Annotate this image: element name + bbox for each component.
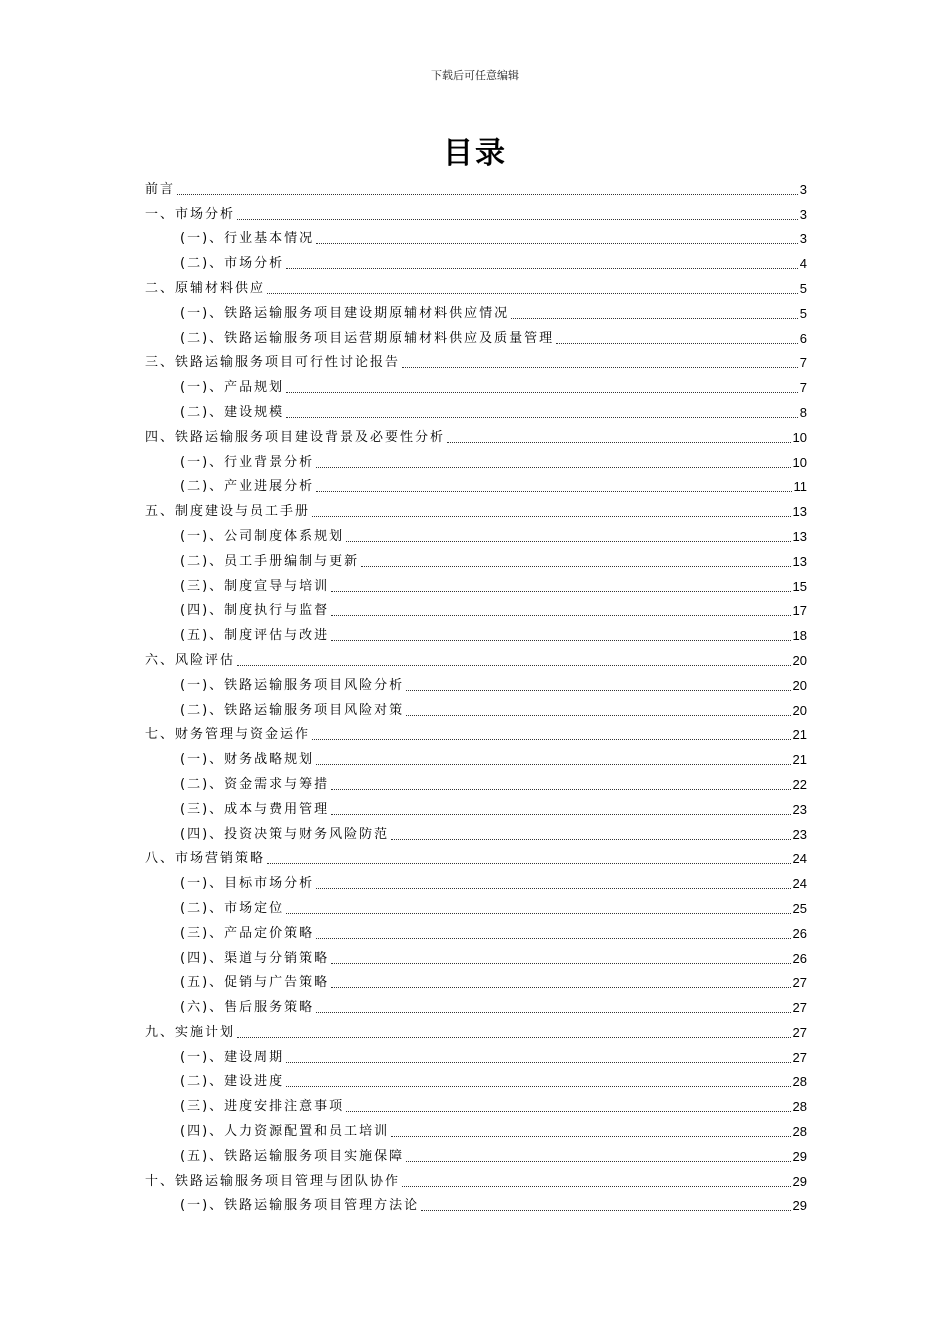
dot-leader [316, 888, 790, 889]
toc-entry[interactable] [145, 249, 807, 274]
toc-entry[interactable] [145, 324, 807, 349]
toc-entry[interactable] [145, 845, 807, 870]
toc-entry-text: 三、铁路运输服务项目可行性讨论报告 [145, 355, 401, 371]
dot-leader [286, 417, 798, 418]
toc-entry-text: 七、财务管理与资金运作 [145, 727, 311, 743]
dot-leader [421, 1210, 790, 1211]
toc-entry-page-number: 13 [792, 528, 807, 544]
toc-entry-page-number: 24 [792, 876, 807, 892]
toc-entry[interactable] [145, 944, 807, 969]
toc-entry-text: (一)、铁路运输服务项目管理方法论 [180, 1198, 420, 1214]
toc-entry-text: (二)、建设规模 [180, 404, 285, 420]
dot-leader [331, 789, 790, 790]
toc-entry[interactable] [145, 745, 807, 770]
toc-entry-page-number: 13 [792, 504, 807, 520]
dot-leader [402, 1186, 791, 1187]
dot-leader [391, 839, 790, 840]
toc-entry-text: 五、制度建设与员工手册 [145, 504, 311, 520]
toc-entry[interactable] [145, 770, 807, 795]
toc-entry-text: 六、风险评估 [145, 652, 236, 668]
toc-entry-page-number: 28 [792, 1124, 807, 1140]
dot-leader [331, 591, 790, 592]
dot-leader [556, 343, 798, 344]
toc-entry-page-number: 27 [792, 1049, 807, 1065]
toc-entry[interactable] [145, 1068, 807, 1093]
toc-entry-text: (五)、铁路运输服务项目实施保障 [180, 1148, 405, 1164]
toc-entry-text: (一)、铁路运输服务项目建设期原辅材料供应情况 [180, 305, 510, 321]
toc-entry-text: (二)、员工手册编制与更新 [180, 553, 360, 569]
toc-entry[interactable] [145, 696, 807, 721]
dot-leader [237, 1037, 791, 1038]
toc-entry-page-number: 27 [792, 1024, 807, 1040]
toc-entry[interactable] [145, 820, 807, 845]
toc-entry[interactable] [145, 398, 807, 423]
toc-entry[interactable] [145, 597, 807, 622]
toc-entry-text: (一)、公司制度体系规划 [180, 528, 345, 544]
dot-leader [316, 1012, 790, 1013]
toc-entry-page-number: 21 [792, 727, 807, 743]
toc-entry[interactable] [145, 349, 807, 374]
toc-entry-text: (一)、产品规划 [180, 380, 285, 396]
toc-entry-text: (二)、建设进度 [180, 1074, 285, 1090]
dot-leader [286, 268, 798, 269]
toc-entry-text: (四)、渠道与分销策略 [180, 950, 330, 966]
toc-entry-page-number: 3 [799, 206, 807, 222]
toc-entry-page-number: 27 [792, 1000, 807, 1016]
toc-entry-page-number: 25 [792, 900, 807, 916]
toc-entry[interactable] [145, 497, 807, 522]
toc-entry-page-number: 29 [792, 1173, 807, 1189]
toc-entry-text: (四)、制度执行与监督 [180, 603, 330, 619]
toc-entry-text: (二)、资金需求与筹措 [180, 776, 330, 792]
dot-leader [316, 938, 790, 939]
dot-leader [331, 814, 790, 815]
toc-entry[interactable] [145, 1117, 807, 1142]
toc-entry[interactable] [145, 621, 807, 646]
toc-entry-page-number: 13 [792, 553, 807, 569]
page-header-note: 下载后可任意编辑 [431, 69, 519, 82]
toc-entry-text: (三)、进度安排注意事项 [180, 1099, 345, 1115]
toc-entry[interactable] [145, 473, 807, 498]
toc-entry-text: 二、原辅材料供应 [145, 280, 266, 296]
toc-entry-page-number: 21 [792, 752, 807, 768]
toc-entry-page-number: 17 [792, 603, 807, 619]
dot-leader [406, 690, 790, 691]
dot-leader [286, 1086, 790, 1087]
toc-entry[interactable] [145, 225, 807, 250]
toc-entry[interactable] [145, 373, 807, 398]
dot-leader [237, 219, 798, 220]
toc-entry-text: (二)、市场分析 [180, 256, 285, 272]
toc-entry-page-number: 11 [793, 479, 807, 495]
dot-leader [312, 739, 791, 740]
dot-leader [511, 318, 798, 319]
toc-entry-page-number: 29 [792, 1198, 807, 1214]
dot-leader [447, 442, 791, 443]
toc-entry[interactable] [145, 274, 807, 299]
dot-leader [402, 367, 798, 368]
toc-entry[interactable] [145, 646, 807, 671]
dot-leader [312, 516, 791, 517]
toc-entry-text: (二)、市场定位 [180, 900, 285, 916]
toc-entry-text: 八、市场营销策略 [145, 851, 266, 867]
toc-entry-text: 四、铁路运输服务项目建设背景及必要性分析 [145, 429, 446, 445]
toc-entry-text: 前言 [145, 181, 176, 197]
toc-entry-text: 十、铁路运输服务项目管理与团队协作 [145, 1173, 401, 1189]
toc-entry[interactable] [145, 1092, 807, 1117]
toc-entry-page-number: 5 [799, 280, 807, 296]
dot-leader [267, 863, 791, 864]
dot-leader [177, 194, 798, 195]
toc-entry[interactable] [145, 919, 807, 944]
toc-entry-page-number: 27 [792, 975, 807, 991]
toc-entry-page-number: 7 [799, 380, 807, 396]
toc-entry-text: (四)、投资决策与财务风险防范 [180, 826, 390, 842]
toc-entry-page-number: 28 [792, 1074, 807, 1090]
toc-entry-page-number: 15 [792, 578, 807, 594]
toc-entry[interactable] [145, 969, 807, 994]
dot-leader [286, 392, 798, 393]
dot-leader [316, 243, 798, 244]
dot-leader [331, 615, 790, 616]
dot-leader [286, 913, 790, 914]
toc-entry[interactable] [145, 1018, 807, 1043]
toc-entry-text: 一、市场分析 [145, 206, 236, 222]
toc-entry[interactable] [145, 299, 807, 324]
toc-entry-text: (一)、财务战略规划 [180, 752, 315, 768]
toc-entry[interactable] [145, 522, 807, 547]
dot-leader [286, 1062, 790, 1063]
toc-title: 目录 [443, 136, 507, 171]
toc-entry-page-number: 22 [792, 776, 807, 792]
dot-leader [346, 541, 790, 542]
toc-entry-page-number: 18 [792, 628, 807, 644]
toc-entry[interactable] [145, 795, 807, 820]
toc-entry-page-number: 20 [792, 652, 807, 668]
dot-leader [331, 963, 790, 964]
toc-entry[interactable] [145, 448, 807, 473]
toc-entry[interactable] [145, 993, 807, 1018]
dot-leader [237, 665, 791, 666]
toc-entry[interactable] [145, 175, 807, 200]
toc-entry[interactable] [145, 423, 807, 448]
toc-entry-text: 九、实施计划 [145, 1024, 236, 1040]
toc-entry-page-number: 3 [799, 231, 807, 247]
toc-entry[interactable] [145, 894, 807, 919]
toc-entry[interactable] [145, 869, 807, 894]
toc-entry-page-number: 20 [792, 677, 807, 693]
toc-entry[interactable] [145, 671, 807, 696]
toc-entry[interactable] [145, 1192, 807, 1217]
toc-entry-text: (三)、成本与费用管理 [180, 801, 330, 817]
toc-entry-text: (六)、售后服务策略 [180, 1000, 315, 1016]
toc-entry[interactable] [145, 200, 807, 225]
toc-entry-page-number: 7 [799, 355, 807, 371]
dot-leader [267, 293, 798, 294]
dot-leader [316, 764, 790, 765]
dot-leader [316, 467, 790, 468]
toc-entry-page-number: 8 [799, 404, 807, 420]
toc-entry-page-number: 10 [792, 429, 807, 445]
dot-leader [331, 987, 790, 988]
dot-leader [346, 1111, 790, 1112]
toc-entry-text: (一)、目标市场分析 [180, 876, 315, 892]
dot-leader [406, 1161, 790, 1162]
toc-entry[interactable] [145, 1142, 807, 1167]
dot-leader [331, 640, 790, 641]
toc-entry-text: (一)、行业基本情况 [180, 231, 315, 247]
toc-entry[interactable] [145, 1043, 807, 1068]
toc-entry[interactable] [145, 1167, 807, 1192]
toc-entry-text: (二)、铁路运输服务项目运营期原辅材料供应及质量管理 [180, 330, 555, 346]
toc-entry-text: (一)、建设周期 [180, 1049, 285, 1065]
dot-leader [361, 566, 790, 567]
toc-entry-text: (三)、制度宣导与培训 [180, 578, 330, 594]
toc-entry-page-number: 6 [799, 330, 807, 346]
toc-entry-text: (五)、制度评估与改进 [180, 628, 330, 644]
toc-entry-page-number: 23 [792, 801, 807, 817]
toc-entry-text: (五)、促销与广告策略 [180, 975, 330, 991]
toc-entry-page-number: 5 [799, 305, 807, 321]
toc-entry-page-number: 24 [792, 851, 807, 867]
toc-entry[interactable] [145, 721, 807, 746]
toc-entry-text: (二)、铁路运输服务项目风险对策 [180, 702, 405, 718]
toc-entry-text: (一)、铁路运输服务项目风险分析 [180, 677, 405, 693]
toc-entry-page-number: 26 [792, 925, 807, 941]
toc-entry-page-number: 3 [799, 181, 807, 197]
toc-entry-page-number: 26 [792, 950, 807, 966]
toc-entry[interactable] [145, 572, 807, 597]
toc-entry-text: (四)、人力资源配置和员工培训 [180, 1124, 390, 1140]
toc-entry-text: (三)、产品定价策略 [180, 925, 315, 941]
toc-entry-page-number: 4 [799, 256, 807, 272]
dot-leader [406, 715, 790, 716]
toc-entry-page-number: 10 [792, 454, 807, 470]
toc-entry-page-number: 20 [792, 702, 807, 718]
toc-entry[interactable] [145, 547, 807, 572]
dot-leader [391, 1136, 790, 1137]
toc-entry-text: (二)、产业进展分析 [180, 479, 315, 495]
toc-list [145, 175, 807, 1216]
toc-entry-text: (一)、行业背景分析 [180, 454, 315, 470]
toc-entry-page-number: 29 [792, 1148, 807, 1164]
dot-leader [316, 491, 791, 492]
toc-entry-page-number: 28 [792, 1099, 807, 1115]
toc-entry-page-number: 23 [792, 826, 807, 842]
